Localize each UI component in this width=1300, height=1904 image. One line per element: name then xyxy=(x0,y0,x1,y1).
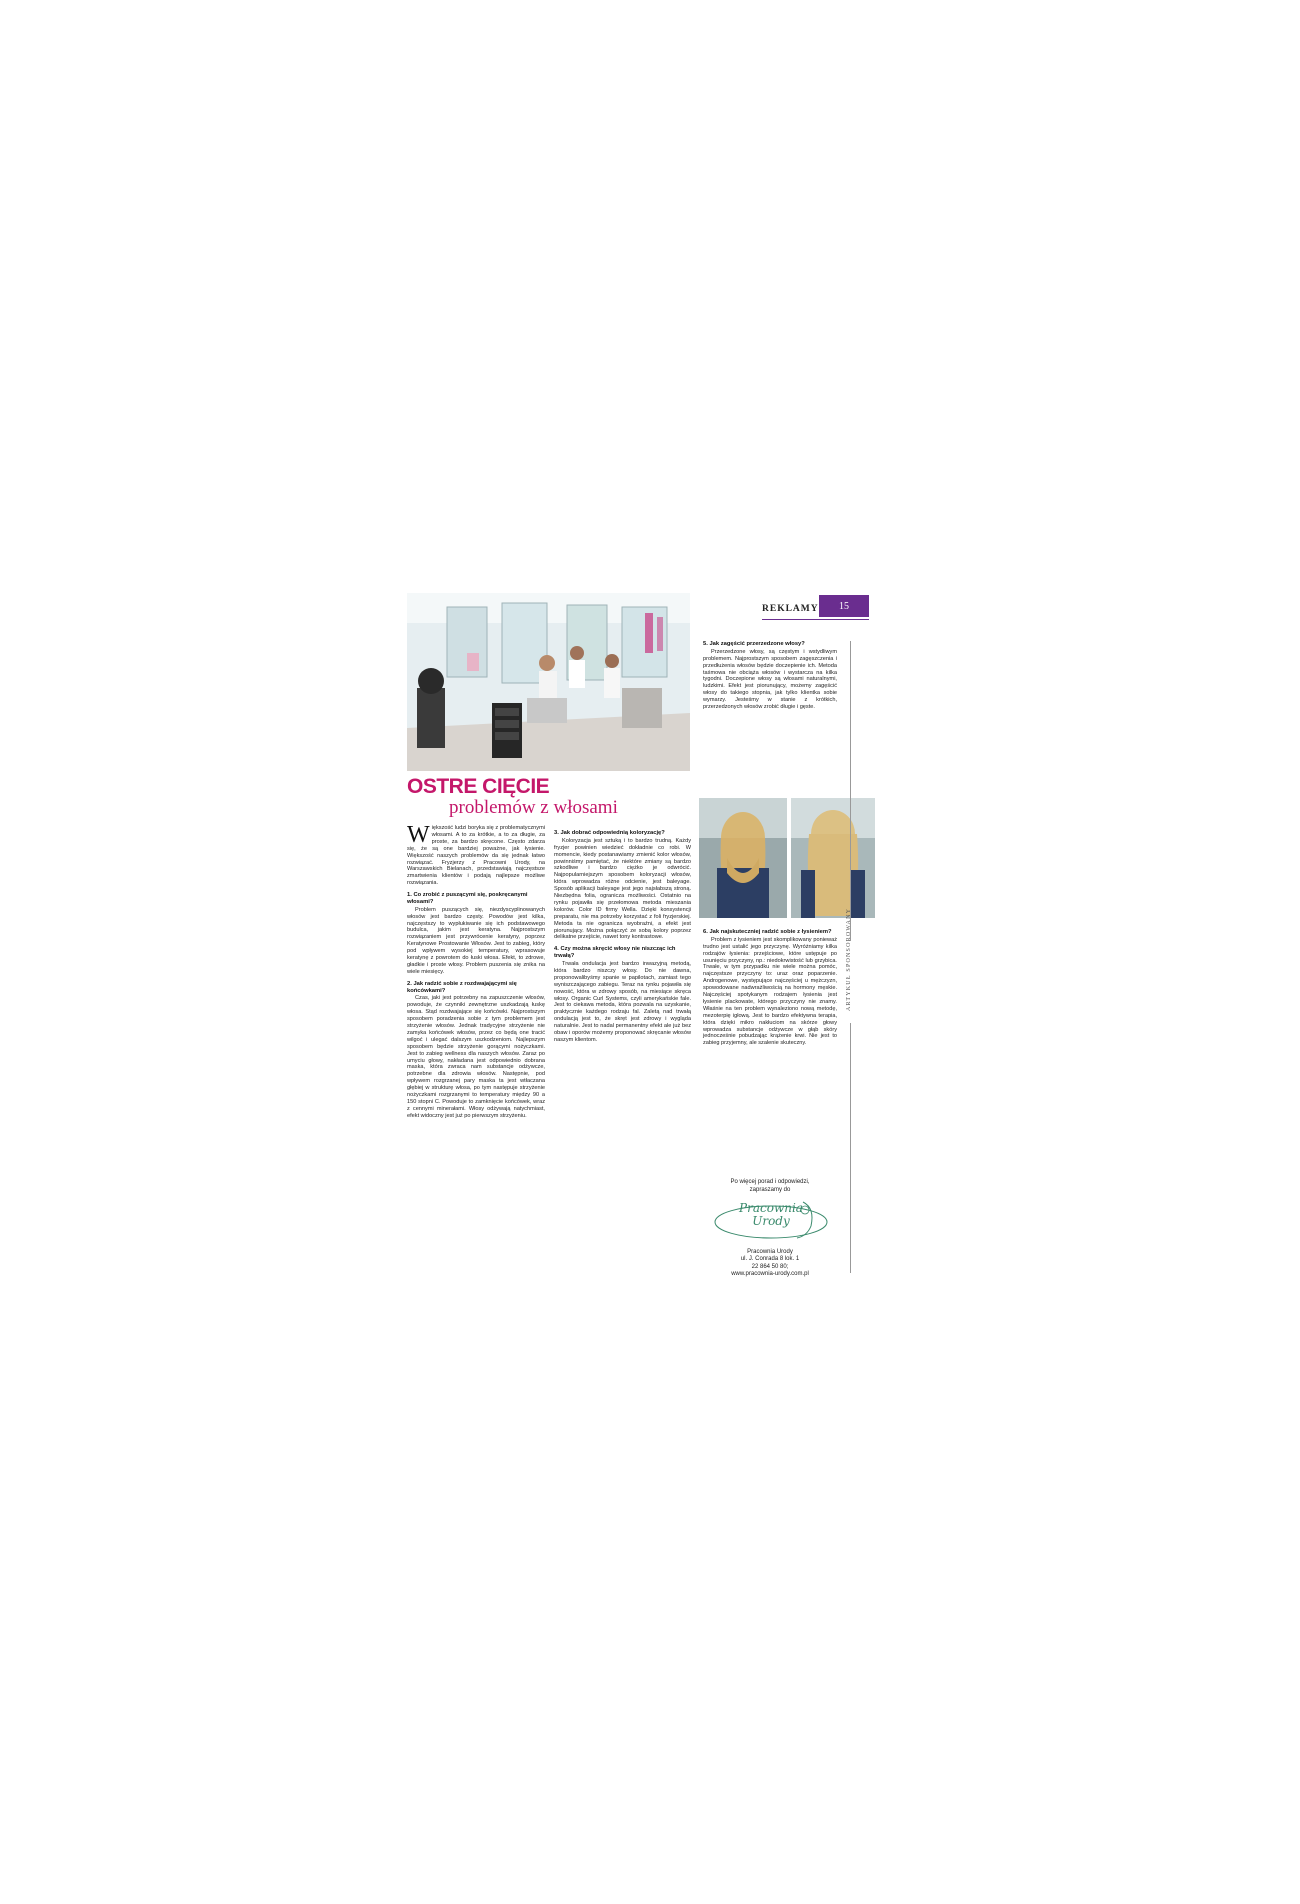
section-heading: 4. Czy można skręcić włosy nie niszcząc ich trwałą? xyxy=(554,946,676,960)
column-3-bottom xyxy=(703,924,837,1047)
side-rule-top xyxy=(850,641,851,941)
section-text: Trwała ondulacja jest bardzo inwazyjną metodą, która bardzo niszczy włosy. Do nie dawna, proponowalibyśmy spanie w papilotach, zamiast tego wyniszczającego zabiegu. Teraz na rynku pojawiła się nowość, która w zdrowy sposób, na miesiące skręca włosy. Organic Curl Systems, czyli amerykańskie fale. Jest to ciekawa metoda, która pozwala na uzyskanie, praktycznie każdego rodzaju fal. Zaletą nad trwałą ondulacją jest to, że skręt jest zdrowy i wygląda naturalnie. Jest to nadal permanentny efekt ale już bez obaw i oporów możemy proponować skręcanie włosów naszym klientom. xyxy=(554,960,691,1043)
dropcap: W xyxy=(407,822,430,848)
section-label: REKLAMY xyxy=(762,604,819,614)
section-heading: 3. Jak dobrać odpowiednią koloryzację? xyxy=(554,830,665,836)
article-subtitle: problemów z włosami xyxy=(449,797,618,818)
page-number: 15 xyxy=(819,595,869,617)
intro-paragraph: Większość ludzi boryka się z problematycznymi włosami. A to za krótkie, a to za długie, za proste, za bardzo skręcone. Często zdarza się, że są one bardziej poważne, jak łysienie. Większość naszych problemów da się jednak łatwo rozwiązać. Fryzjerzy z Pracowni Urody, na Warszawskich Bielanach, przedstawiają najczęstsze zmartwienia klientów i podają najlepsze możliwe rozwiązania. xyxy=(407,822,545,887)
contact-website: www.pracownia-urody.com.pl xyxy=(731,1271,809,1278)
side-rule-bottom xyxy=(850,1023,851,1273)
contact-name: Pracownia Urody xyxy=(747,1249,793,1255)
section-heading: 6. Jak najskuteczniej radzić sobie z łysieniem? xyxy=(703,929,832,935)
contact-address: ul. J. Conrada 8 lok. 1 xyxy=(740,1256,800,1263)
magazine-page xyxy=(407,593,869,1278)
sponsored-label: ARTYKUŁ SPONSOROWANY xyxy=(846,907,852,1011)
section-text: Czas, jaki jest potrzebny na zapuszczenie włosów, powoduje, że czynniki zewnętrzne uszkadzają łuskę włosa. Stąd rozdwajające się końcówki. Najprostszym sposobem poradzenia sobie z tym problemem jest strzyżenie włosów. Jednak tradycyjne strzyżenie nie zamyka końcówek włosów, przez co będą one tracić wilgoć i ulegać dalszym uszkodzeniom. Najlepszym sposobem będzie strzyżenie gorącymi nożyczkami. Jest to zabieg wellness dla naszych włosów. Zaraz po umyciu głowy, nakładana jest odpowiednio dobrana maska, która zwraca nam substancje odżywcze, potrzebne dla zdrowia włosów. Następnie, pod wpływem rozgrzanej pary maska ta jest wtłaczana głębiej w strukturę włosa, po tym następuje strzyżenie nożyczkami rozgrzanymi to temperatury między 90 a 150 stopni C. Powoduje to zamknięcie końcówek, wraz z cennymi minerałami. Włosy odżywają natychmiast, efekt widoczny jest już po pierwszym strzyżeniu. xyxy=(407,995,545,1119)
section-heading: 5. Jak zagęścić przerzedzone włosy? xyxy=(703,641,805,647)
section-text: Przerzedzone włosy, są częstym i wstydliwym problemem. Najprostszym sposobem zagęszczenia i przedłużenia włosów będzie doczepienie ich. Metoda taśmowa nie obciąża włosów i wystarcza na kilka tygodni. Doczepione włosy są włosami naturalnymi, ludzkimi. Efekt jest piorunujący, możemy zagęścić włosy do takiego stopnia, jak tylko klientka sobie wymarzy. Jesteśmy w stanie z krótkich, przerzedzonych włosów zrobić długie i gęste. xyxy=(703,648,837,711)
section-text: Problem z łysieniem jest skomplikowany ponieważ trudno jest ustalić jego przyczynę. Wyróżniamy kilka rodzajów łysienia: przejściowe, które ustępuje po usunięciu przyczyny, np.: niedokrwistość lub grzybica. Trwałe, w tym przypadku nie wiele można pomóc, najczęstsze przyczyny to: uraz oraz poparzenie. Androgenowe, występujące najczęściej u mężczyzn, spowodowane nadwrażliwością na hormony męskie. Najczęściej spotykanym rodzajem łysienia jest łysienie plackowate, którego przyczyny nie znamy. Właśnie na ten problem wynaleziono nową metodę, mezoterpię igłową. Jest to bardzo efektywna terapia, która dzięki mikro nakłuciom na skórze głowy wprowadza substancje odżywcze w głąb skóry jednocześnie pobudzając krążenie krwi. Nie jest to zabieg przyjemny, ale szalenie skuteczny. xyxy=(703,936,837,1047)
header-rule xyxy=(762,619,869,620)
contact-info xyxy=(703,1249,837,1279)
hair-before-photo xyxy=(699,798,787,918)
closing-note: Po więcej porad i odpowiedzi, zapraszamy do xyxy=(730,1179,810,1193)
pracownia-urody-logo xyxy=(711,1198,831,1242)
section-text: Koloryzacja jest sztuką i to bardzo trudną. Każdy fryzjer powinien wiedzieć dokładnie co robi. W momencie, kiedy postanawiamy zmienić kolor włosów, powinniśmy pamiętać, że niektóre zmiany są bardzo szkodliwe i bardzo ciężko je odwrócić. Najpopularniejszym sposobem koloryzacji włosów, która wprowadza różne odcienie, jest baleyage. Sposób aplikacji baleyage jest jego najsłabszą stroną. Niezbędna folia, ogranicza możliwości. Ostatnio na rynku pojawiła się przełomowa metoda mieszania kolorów. Color ID firmy Wella. Dzięki konsystencji preparatu, nie ma potrzeby korzystać z foli fryzjerskiej. Metoda ta nie ogranicza wyobraźni, a efekt jest piorunujący. Można połączyć ze sobą kolory poprzez delikatne przejście, nawet tony kontrastowe. xyxy=(554,837,691,941)
logo-text: Pracownia Urody xyxy=(739,1201,803,1228)
section-text: Problem puszących się, niezdyscyplinowanych włosów jest bardzo częsty. Powodów jest kilka, najczęstszy to wypłukiwanie się ich podstawowego budulca, jakim jest keratyna. Najprostszym rozwiązaniem jest przywrócenie keratyny, poprzez Keratynowe Prostowanie Włosów. Jest to zabieg, który pod wpływem wysokiej temperatury, wprasowuje keratynę z powrotem do łuski włosa. Efekt, to zdrowe, gładkie i proste włosy. Problem puszenia się znika na wiele miesięcy. xyxy=(407,906,545,975)
column-1 xyxy=(407,822,545,1120)
column-3-top xyxy=(703,636,837,711)
article-title: OSTRE CIĘCIE xyxy=(407,775,550,798)
contact-phone: 22 864 50 80; xyxy=(751,1263,789,1270)
hair-after-photo xyxy=(791,798,875,918)
section-heading: 2. Jak radzić sobie z rozdwajającymi się końcówkami? xyxy=(407,980,517,994)
column-2 xyxy=(554,825,691,1044)
salon-photo xyxy=(407,593,690,771)
section-heading: 1. Co zrobić z puszącymi się, poskręcanymi włosami? xyxy=(407,892,528,905)
